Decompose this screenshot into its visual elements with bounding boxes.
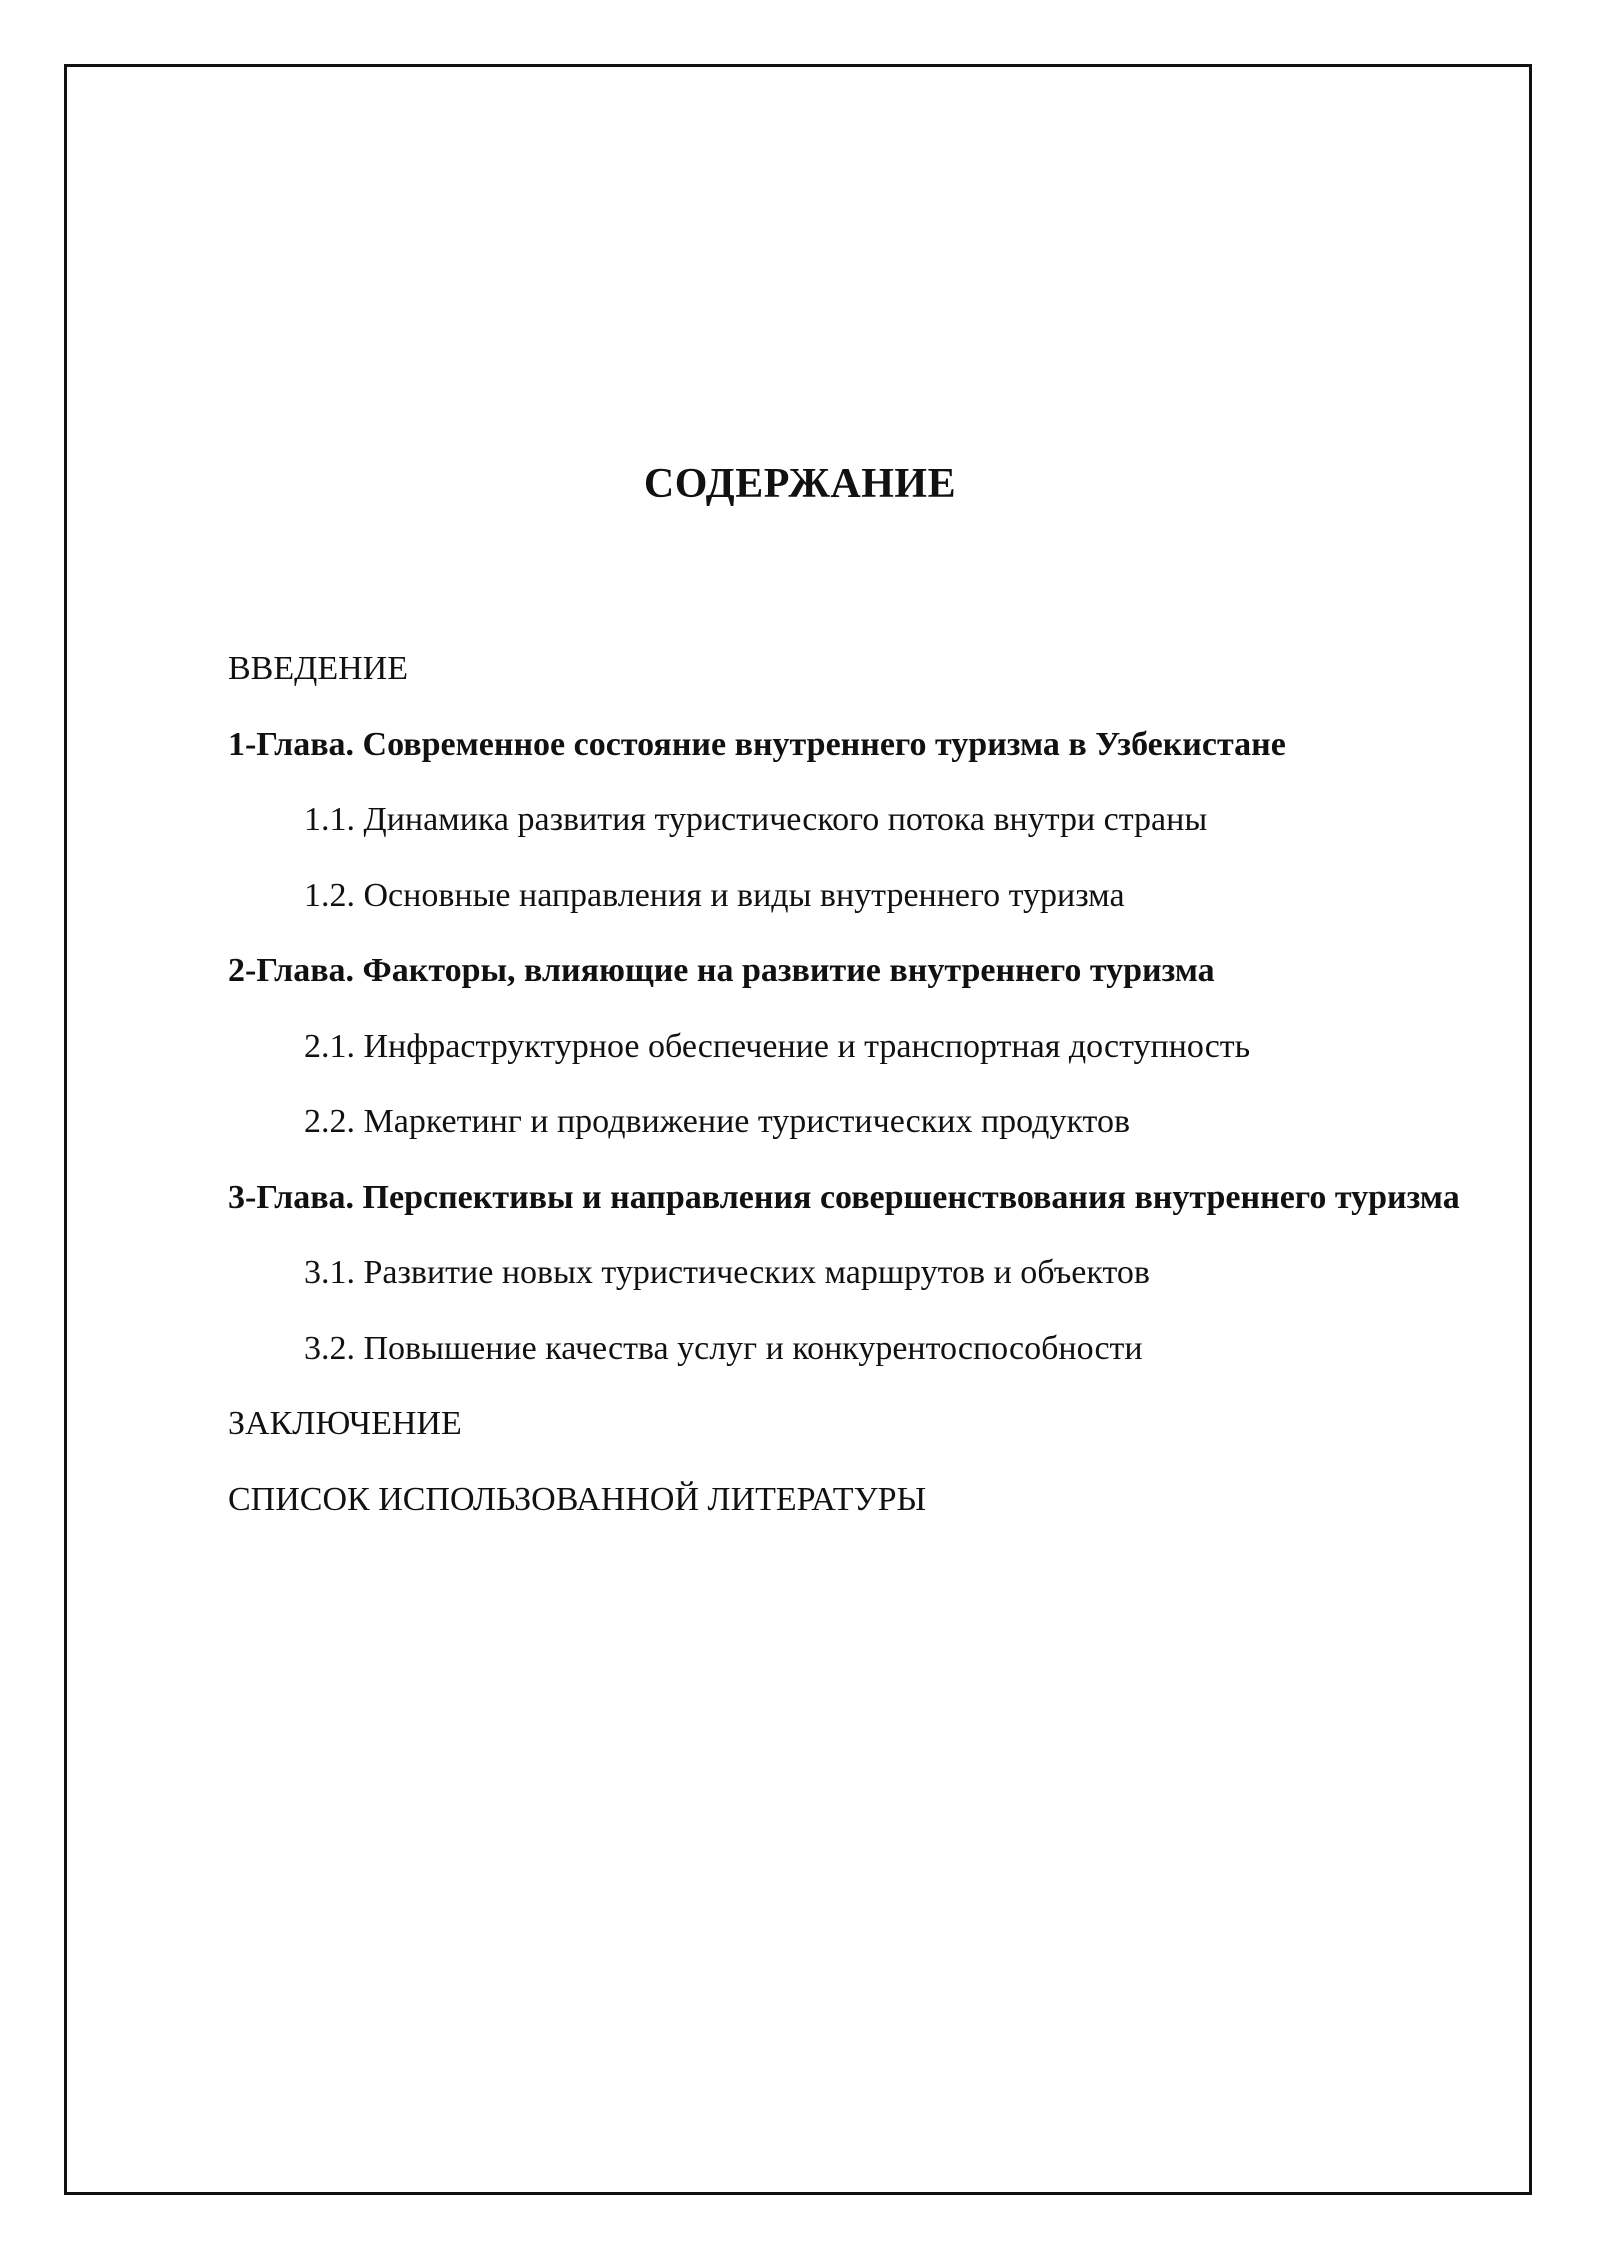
toc-section-3-2: 3.2. Повышение качества услуг и конкурентоспособности: [304, 1329, 1143, 1367]
toc-section-2-2: 2.2. Маркетинг и продвижение туристических продуктов: [304, 1103, 1130, 1140]
toc-chapter-1: 1-Глава. Современное состояние внутреннего туризма в Узбекистане: [228, 725, 1286, 763]
toc-entry-introduction: ВВЕДЕНИЕ: [228, 650, 408, 687]
toc-chapter-3: 3-Глава. Перспективы и направления совершенствования внутреннего туризма: [228, 1178, 1460, 1216]
toc-section-1-2: 1.2. Основные направления и виды внутреннего туризма: [304, 876, 1125, 914]
toc-section-1-1: 1.1. Динамика развития туристического потока внутри страны: [304, 801, 1208, 838]
toc-entry-bibliography: СПИСОК ИСПОЛЬЗОВАННОЙ ЛИТЕРАТУРЫ: [228, 1480, 927, 1518]
toc-chapter-2: 2-Глава. Факторы, влияющие на развитие внутреннего туризма: [228, 952, 1215, 989]
toc-section-3-1: 3.1. Развитие новых туристических маршрутов и объектов: [304, 1254, 1150, 1291]
toc-section-2-1: 2.1. Инфраструктурное обеспечение и транспортная доступность: [304, 1027, 1251, 1065]
table-of-contents: [228, 636, 1488, 1542]
toc-entry-conclusion: ЗАКЛЮЧЕНИЕ: [228, 1405, 462, 1442]
page-title: СОДЕРЖАНИЕ: [643, 461, 957, 507]
